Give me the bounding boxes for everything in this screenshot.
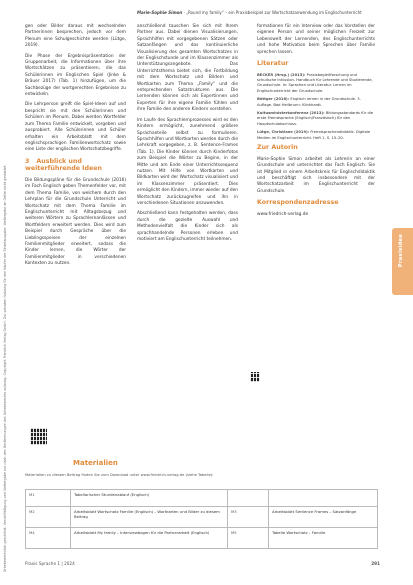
qr-code-icon: [30, 428, 47, 445]
paragraph: gen oder Bilder daraus mit wechselnden Partnerinnen besprechen, jedoch vor dem Plenum eine Schulgeschichte werden (Lütge, 2019).: [25, 24, 126, 49]
materials-note: Materialien zu diesem Beitrag finden Sie zum Download unter www.friedrich-verlag.de (siehe Tabelle):: [25, 473, 214, 477]
literature-text: Bildungsstandards für die erste Fremdsprache (Englisch/Französisch) für den Hauptschulabschluss.: [257, 111, 374, 126]
literature-text: Praxisbegleitforschung und schulische Inklusion. Handbuch für Lehrende und Studierende, Grundschule. In: Sprachen und Literatur. Lernen im Englischunterricht der Grundschule.: [257, 72, 373, 93]
material-code: M3: [228, 507, 269, 528]
literature-key: Lütge, Christiane (2019):: [257, 130, 310, 135]
literature-key: Kultusministerkonferenz (2013):: [257, 111, 325, 116]
section-tab-label: Praxisidee: [398, 234, 404, 268]
material-title: Tabellarischer Stundenablauf (Englisch): [71, 490, 228, 507]
section-tab: [392, 228, 413, 295]
column-2: [137, 24, 238, 247]
table-row: [26, 507, 378, 528]
table-row: [26, 490, 378, 507]
running-header: [137, 10, 392, 15]
author-heading: Zur Autorin: [257, 144, 298, 152]
material-code: M4: [26, 528, 71, 549]
author-bio: Marie-Sophie Simon arbeitet als Lehrerin an einer Grundschule und unterrichtet das Fach Englisch. Sie ist Mitglied in einem Arbeitskreis für Englischdidaktik und beschäftigt sich insbesondere mit der Wortschatzarbeit im Englischunterricht der Grundschule.: [257, 156, 375, 194]
column-1: [25, 24, 126, 272]
section-number: 3: [25, 157, 30, 165]
paragraph: anschließend tauschen Sie sich mit Ihrem Partner aus. Dabei dienen Visualisierungen, Sprachhilfen mit vorgegebenen Sätzen oder Satzanfängen und das kontinuierliche Visualisierung des gesamten Wortschatzes in der Englischstunde und im Klassenzimmer als Unterstützungsangebote. Das Unterrichtsthema bietet sich, die Fortbildung mit dem Wortschatz und Bildern und Wortkarten zum Thema „Family“ und die entsprechenden Satzstrukturen aus. Die Lernenden können sich als Expertinnen und Experten für ihre eigene Familie fühlen und ihre Familie den anderen Kindern vorstellen.: [137, 24, 238, 113]
paragraph: Im Laufe des Sprachlernprozesses wird es den Kindern ermöglicht, zunehmend größere Sprachanteile selbst zu formulieren. Sprachhilfen und Wortkarten werden durch die Lehrkraft vorgegeben, z. B. Sentence-Frames (Tab. 1). Die Kinder können durch Kinderfotos zum Beispiel die Wörter zu Beginn, in der Mitte und am Ende einer Unterrichtssequenz nutzen. Mit Hilfe von Wortkarten und Bildkarten wird der Wortschatz visualisiert und im Klassenzimmer präsentiert. Dies ermöglicht den Kindern, immer wieder auf den Wortschatz zurückzugreifen und ihn in verschiedenen Situationen anzuwenden.: [137, 117, 238, 206]
footer-journal: Praxis Sprache 1 | 2024: [25, 561, 75, 566]
page-number: 291: [371, 561, 380, 566]
material-title: Arbeitsblatt Wortschatz Familie (Englisch) – Wortkarten und Bilder zu diesem Beitrag: [71, 507, 228, 528]
materials-table: [25, 489, 378, 549]
literature-key: Böttger (2016):: [257, 97, 290, 102]
table-row: [26, 528, 378, 549]
literature-heading: Literatur: [257, 60, 289, 68]
section-title: Ausblick und weiterführende Ideen: [25, 157, 103, 173]
material-code: M5: [228, 528, 269, 549]
copyright-side-note: Urheberrechtlich geschützt. Vervielfältigung und Weitergabe nur nach den Bestimmungen des Urheberrechts zulässig. Copyright Friedrich Verlag GmbH. Zur privaten Nutzung für den Käufer der Einzelausgabe. Weitergabe an Dritte nicht gestattet.: [3, 164, 7, 572]
column-3: [257, 24, 375, 222]
literature-key: BECKER (Hrsg.) (2015):: [257, 72, 306, 77]
literature-item: [257, 111, 375, 127]
material-title: [269, 490, 378, 507]
paragraph: Abschließend kann festgehalten werden, dass durch die gezielte Auswahl und Methodenvielfalt die Kinder sich als sprachhandelnde Personen erleben und motiviert am Englischunterricht teilnehmen.: [137, 211, 238, 242]
literature-text: Englisch lernen in der Grundschule. 3. Auflage. Bad Heilbrunn: Klinkhardt.: [257, 97, 361, 107]
footer: [25, 561, 380, 569]
material-code: M2: [26, 507, 71, 528]
paragraph: Die Bildungspläne für die Grundschule (2016) im Fach Englisch geben Themenfelder vor, mit dem Thema Familie, von welchem durch den Lehrplan für die Grundschule Unterricht und Wortschatz mit dem Thema Familie im Englischunterricht mit Alltagsbezug und weiteren Wörtern zu Sprachlernanlässen und Wortfeldern erweitert werden. Dies wird zum Beispiel durch Gespräche über die Lieblingsspeisen der einzelnen Familienmitglieder erweitert, sodass die Kinder lernen, die Wörter der Familienmitglieder in verschiedenen Kontexten zu nutzen.: [25, 177, 126, 267]
paragraph: Die Lehrperson greift die Spiel-Ideen auf und bespricht sie mit den Schülerinnen und Schülern im Plenum. Dabei werden Wortfelder zum Thema Familie entwickelt, vorgeben und ausprobiert. Alle Schülerinnen und Schüler erhalten ein Arbeitsblatt mit dem englischsprachigen Familienwortschatz sowie eine Liste der englischen Wortschatzbegriffe.: [25, 102, 126, 153]
header-title: „Round my family“ – ein Praxisbeispiel zur Wortschatzanwendung im Englischunterricht: [186, 10, 362, 15]
literature-item: [257, 97, 375, 108]
material-title: Arbeitsblatt My family – Interviewbogen für die Partnerarbeit (Englisch): [71, 528, 228, 549]
contact-address: www.friedrich-verlag.de: [257, 211, 309, 217]
material-title: Arbeitsblatt Sentence Frames – Satzanfänge: [269, 507, 378, 528]
literature-text: Fremdsprachendidaktik. Digitale Medien im Englischunterricht. Heft 1, S. 15–20.: [257, 130, 371, 140]
material-title: Tabelle Wortschatz – Familie: [269, 528, 378, 549]
paragraph: Die Phase der Ergebnispräsentation der Gruppenarbeit, die Informationen über ihre Wortschätzen zu präsentieren, die das Schülerinnen im Englischen Spiel (Jinke & Bräuer 2017) (Tab. 1) hinzufügen, um die Sachbezüge der wortgerechten Ergebnisse zu entwickeln.: [25, 53, 126, 98]
literature-item: [257, 130, 375, 141]
material-code: [228, 490, 269, 507]
contact-heading: Korrespondenzadresse: [257, 199, 339, 207]
header-separator: ·: [183, 10, 187, 15]
material-code: M1: [26, 490, 71, 507]
literature-item: [257, 73, 375, 95]
header-author: Marie-Sophie Simon: [137, 10, 183, 15]
paragraph: formationen für ein Interview oder das Vorstellen der eigenen Person und seiner möglichen Freizeit zur Lebenswelt der Lernenden, des Englischunterrichts und hohe Motivation beim Sprechen über Familie sprechen lassen.: [257, 24, 375, 55]
materials-heading: Materialien: [73, 459, 118, 467]
qr-code-icon: [250, 372, 260, 382]
section-heading: [25, 158, 126, 173]
